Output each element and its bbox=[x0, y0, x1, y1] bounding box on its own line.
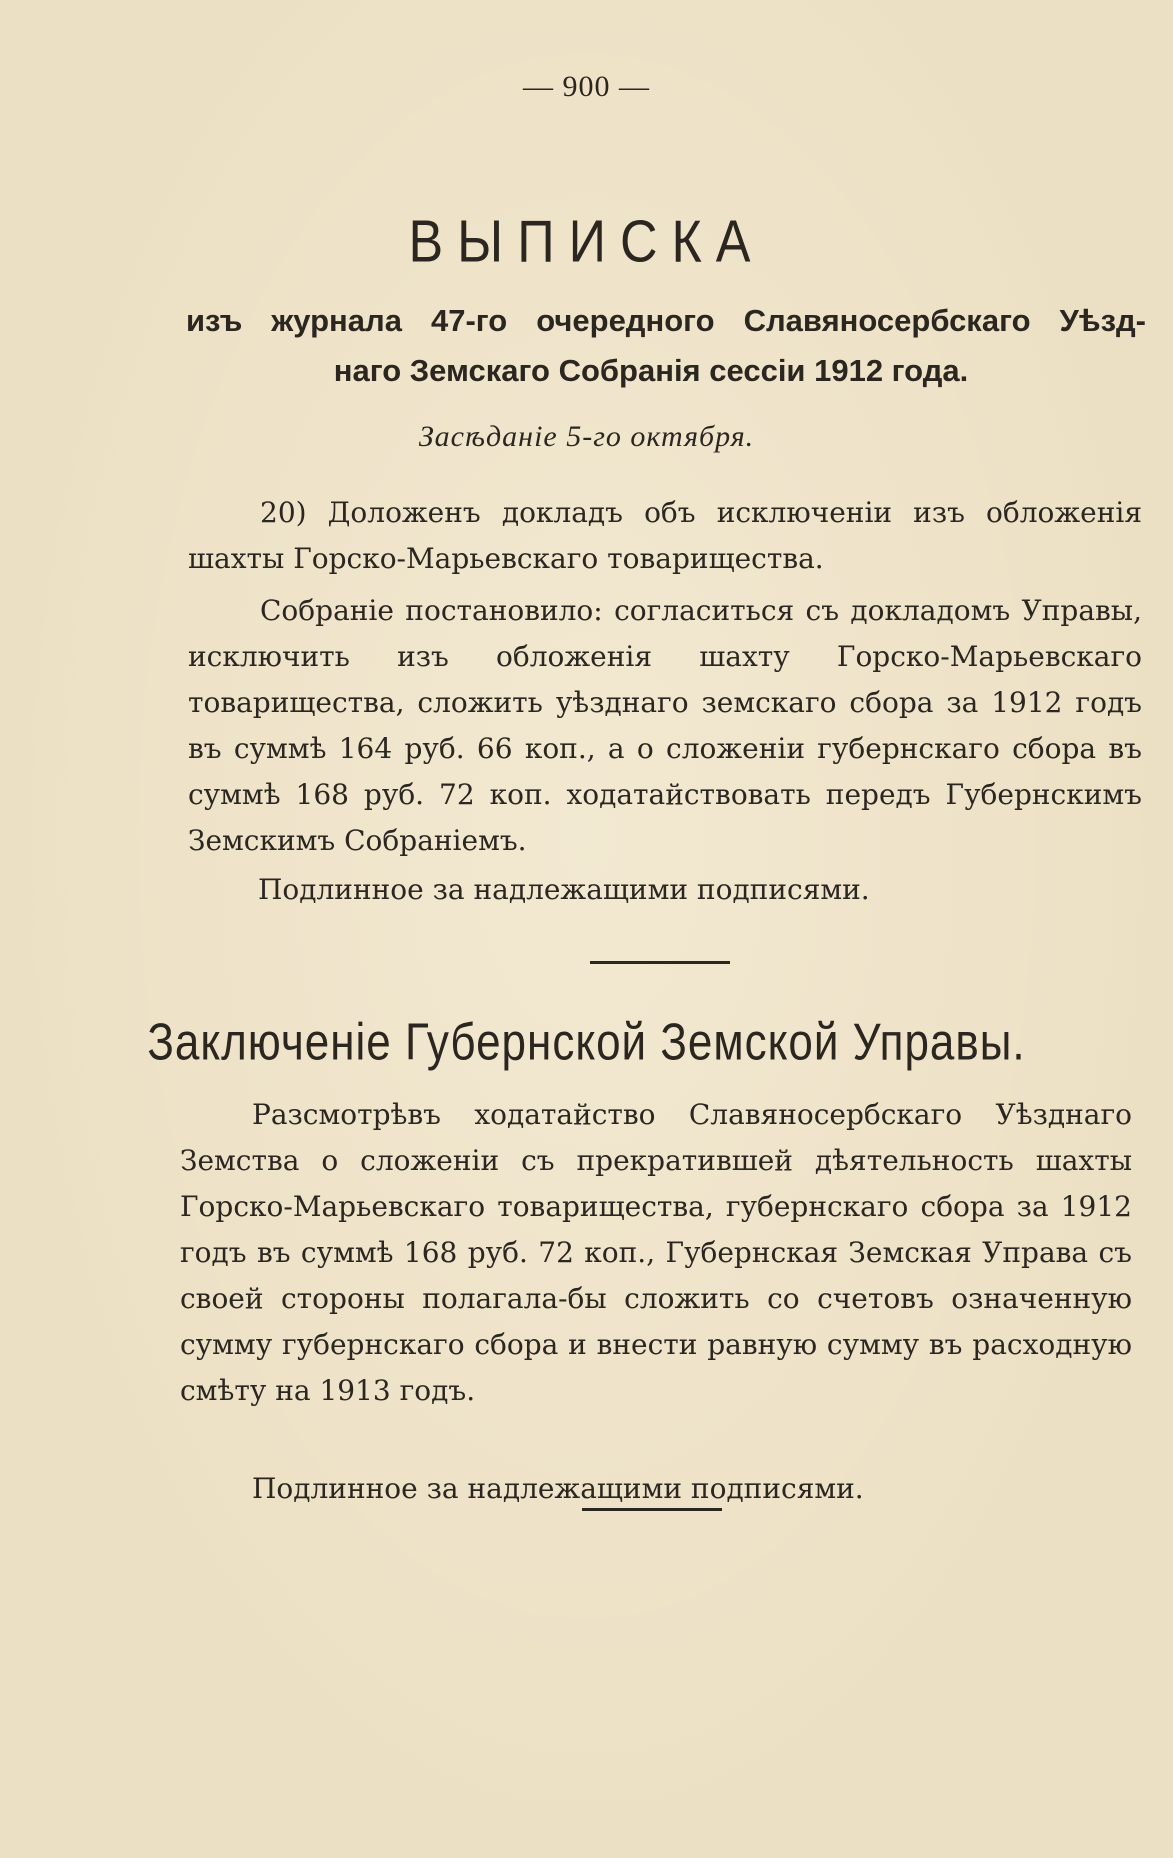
extract-body bbox=[188, 490, 1142, 864]
divider-2 bbox=[582, 1508, 722, 1511]
conclusion-paragraph: Разсмотрѣвъ ходатайство Славяносербскаго Уѣзднаго Земства о сложеніи съ прекратившей дѣятельность шахты Горско-Марьевскаго товарищества, губернскаго сбора за 1912 годъ въ суммѣ 168 руб. 72 коп., Губернская Земская Управа съ своей стороны полагала-бы сложить со счетовъ означенную сумму губернскаго сбора и внести равную сумму въ расходную смѣту на 1913 годъ. bbox=[180, 1098, 1132, 1407]
signature-note-2: Подлинное за надлежащими подписями. bbox=[252, 1472, 864, 1505]
divider-1 bbox=[590, 961, 730, 964]
page-number: — 900 — bbox=[523, 70, 650, 103]
report-paragraph: 20) Доложенъ докладъ объ исключеніи изъ обложенія шахты Горско-Марьевскаго товарищества. bbox=[188, 496, 1142, 575]
resolution-paragraph: Собраніе постановило: согласиться съ докладомъ Управы, исключить изъ обложенія шахту Горско-Марьевскаго товарищества, сложить уѣзднаго земскаго сбора за 1912 годъ въ суммѣ 164 руб. 66 коп., а о сложеніи губернскаго сбора въ суммѣ 168 руб. 72 коп. ходатайствовать передъ Губернскимъ Земскимъ Собраніемъ. bbox=[188, 594, 1142, 857]
conclusion-heading: Заключеніе Губернской Земской Управы. bbox=[147, 1013, 1026, 1072]
subtitle-line-1: изъ журнала 47-го очередного Славяносербскаго Уѣзд- bbox=[186, 303, 1146, 338]
conclusion-body bbox=[180, 1092, 1132, 1414]
signature-note-1: Подлинное за надлежащими подписями. bbox=[258, 873, 870, 906]
document-subtitle bbox=[186, 296, 1146, 396]
session-date: Засѣданіе 5-го октября. bbox=[418, 420, 755, 453]
subtitle-line-2: наго Земскаго Собранія сессіи 1912 года. bbox=[333, 353, 969, 388]
document-title: ВЫПИСКА bbox=[408, 208, 765, 276]
